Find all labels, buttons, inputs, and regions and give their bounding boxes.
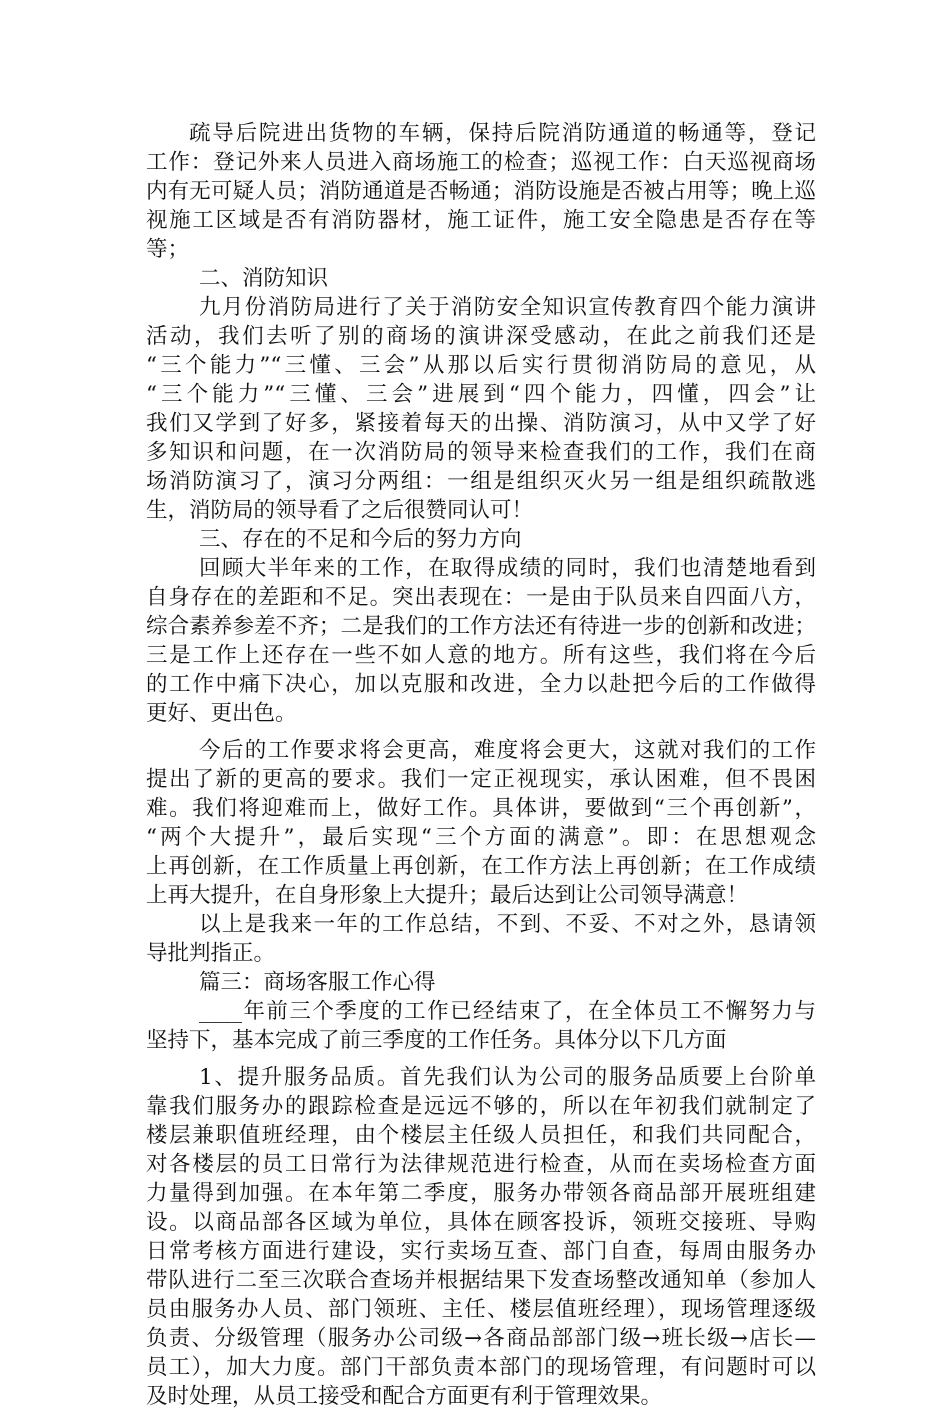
document-page (146, 119, 816, 1411)
text-line: 自身存在的差距和不足。突出表现在：一是由于队员来自四面八方， (146, 585, 816, 610)
text-line: 内有无可疑人员；消防通道是否畅通；消防设施是否被占用等；晚上巡 (146, 179, 816, 204)
text-line: 及时处理，从员工接受和配合方面更有利于管理效果。 (146, 1384, 663, 1409)
text-line: 员工），加大力度。部门干部负责本部门的现场管理，有问题时可以 (146, 1355, 816, 1380)
text-line: 三是工作上还存在一些不如人意的地方。所有这些，我们将在今后 (146, 643, 816, 668)
text-line: 力量得到加强。在本年第二季度，服务办带领各商品部开展班组建 (146, 1181, 816, 1206)
text-line: 的工作中痛下决心，加以克服和改进，全力以赴把今后的工作做得 (146, 672, 816, 697)
heading-text: 二、消防知识 (199, 266, 329, 291)
section-heading-fire-knowledge (146, 264, 816, 293)
text-line: 等； (146, 237, 190, 262)
section-heading-part-three (146, 968, 816, 997)
text-line: 导批判指正。 (146, 941, 276, 966)
text-line: 视施工区域是否有消防器材，施工证件，施工安全隐患是否存在等 (146, 208, 816, 233)
text-line: 工作：登记外来人员进入商场施工的检查；巡视工作：白天巡视商场 (146, 150, 816, 175)
paragraph-spacing (146, 1055, 816, 1063)
text-line: 我们又学到了好多，紧接着每天的出操、消防演习，从中又学了好 (146, 411, 816, 436)
paragraph-review (146, 554, 816, 728)
text-line: 以上是我来一年的工作总结，不到、不妥、不对之外，恳请领 (199, 912, 816, 937)
text-line: 楼层兼职值班经理，由个楼层主任级人员担任，和我们共同配合， (146, 1123, 816, 1148)
text-line: “两个大提升”，最后实现“三个方面的满意”。即：在思想观念 (146, 825, 816, 850)
text-line: 疏导后院进出货物的车辆，保持后院消防通道的畅通等，登记 (189, 121, 816, 146)
text-line: 员由服务办人员、部门领班、主任、楼层值班经理），现场管理逐级 (146, 1297, 816, 1322)
text-line: 靠我们服务办的跟踪检查是远远不够的，所以在年初我们就制定了 (146, 1094, 816, 1119)
paragraph-service-quality (146, 1063, 816, 1411)
paragraph-patrol-duties (146, 119, 816, 264)
text-line: 今后的工作要求将会更高，难度将会更大，这就对我们的工作 (199, 738, 816, 763)
text-line: 上再创新，在工作质量上再创新，在工作方法上再创新；在工作成绩 (146, 854, 816, 879)
heading-text: 篇三：商场客服工作心得 (199, 970, 436, 995)
text-line: 日常考核方面进行建设，实行卖场互查、部门自查，每周由服务办 (146, 1239, 816, 1264)
text-line: 带队进行二至三次联合查场并根据结果下发查场整改通知单（参加人 (146, 1268, 816, 1293)
text-line: “三个能力”“三懂、三会”从那以后实行贯彻消防局的意见，从 (146, 353, 816, 378)
text-line: 1、提升服务品质。首先我们认为公司的服务品质要上台阶单 (199, 1065, 816, 1090)
paragraph-fire-knowledge (146, 293, 816, 525)
text-line: 回顾大半年来的工作，在取得成绩的同时，我们也清楚地看到 (199, 556, 816, 581)
text-line: 设。以商品部各区域为单位，具体在顾客投诉，领班交接班、导购 (146, 1210, 816, 1235)
paragraph-future-requirements (146, 736, 816, 910)
text-line: “三个能力”“三懂、三会”进展到“四个能力，四懂，四会”让 (146, 382, 816, 407)
text-line: 场消防演习了，演习分两组：一组是组织灭火另一组是组织疏散逃 (146, 469, 816, 494)
text-line: 提出了新的更高的要求。我们一定正视现实，承认困难，但不畏困 (146, 767, 816, 792)
text-line: 生，消防局的领导看了之后很赞同认可！ (146, 498, 534, 523)
paragraph-intro (146, 997, 816, 1055)
heading-text: 三、存在的不足和今后的努力方向 (199, 527, 522, 552)
text-line: 对各楼层的员工日常行为法律规范进行检查，从而在卖场检查方面 (146, 1152, 816, 1177)
text-line: 综合素养参差不齐；二是我们的工作方法还有待进一步的创新和改进； (146, 614, 816, 639)
text-line: 负责、分级管理（服务办公司级→各商品部部门级→班长级→店长— (146, 1326, 816, 1351)
paragraph-closing (146, 910, 816, 968)
text-line: ____年前三个季度的工作已经结束了，在全体员工不懈努力与 (199, 999, 816, 1024)
paragraph-spacing (146, 728, 816, 736)
text-line: 更好、更出色。 (146, 701, 297, 726)
text-line: 难。我们将迎难而上，做好工作。具体讲，要做到“三个再创新”， (146, 796, 816, 821)
text-line: 活动，我们去听了别的商场的演讲深受感动，在此之前我们还是 (146, 324, 816, 349)
text-line: 九月份消防局进行了关于消防安全知识宣传教育四个能力演讲 (199, 295, 816, 320)
section-heading-shortcomings (146, 525, 816, 554)
text-line: 坚持下，基本完成了前三季度的工作任务。具体分以下几方面 (146, 1028, 727, 1053)
text-line: 上再大提升，在自身形象上大提升；最后达到让公司领导满意！ (146, 883, 749, 908)
text-line: 多知识和问题，在一次消防局的领导来检查我们的工作，我们在商 (146, 440, 816, 465)
